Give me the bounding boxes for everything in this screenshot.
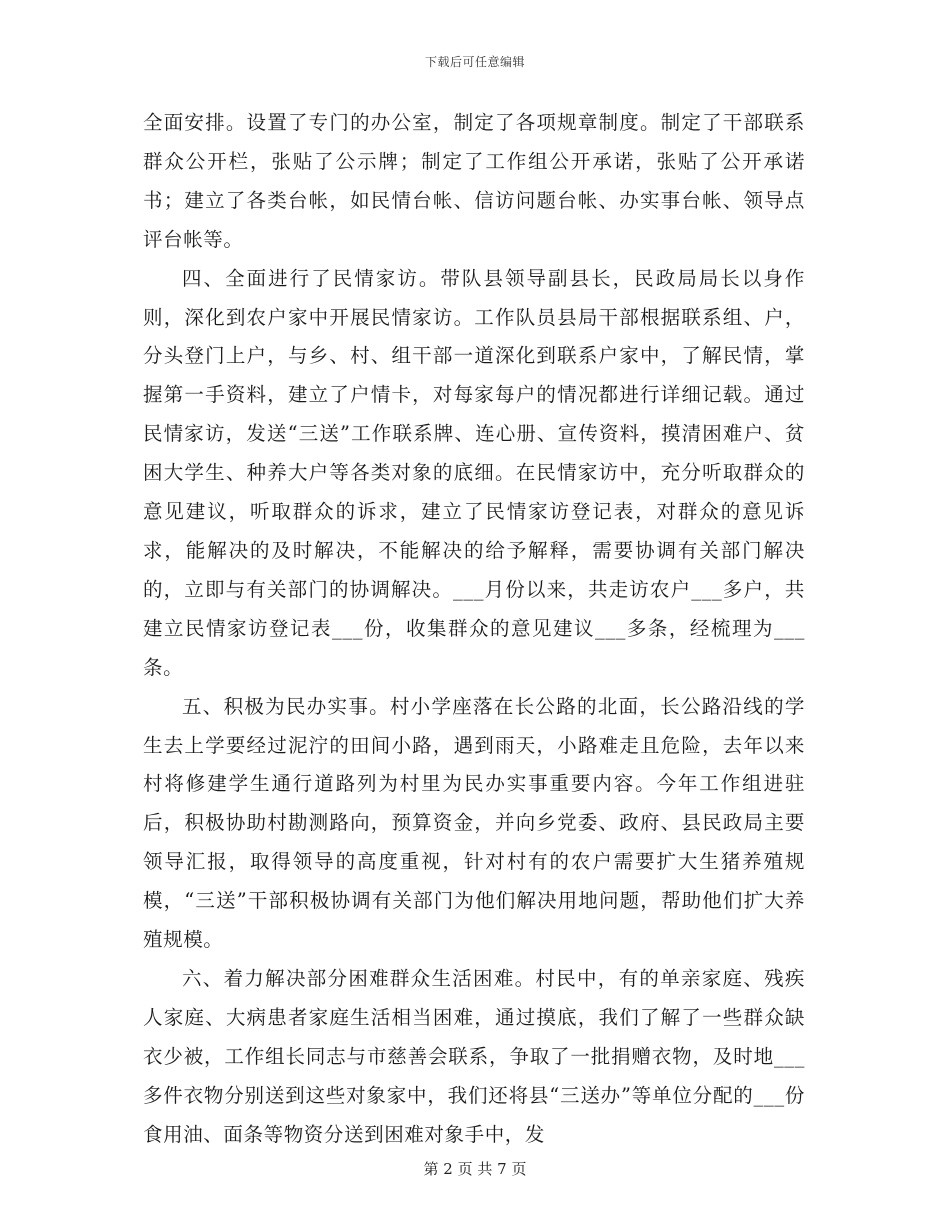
document-body xyxy=(143,104,805,1154)
paragraph-home-visits: 四、全面进行了民情家访。带队县领导副县长，民政局局长以身作则，深化到农户家中开展民情家访。工作队员县局干部根据联系组、户，分头登门上户，与乡、村、组干部一道深化到联系户家中，了解民情，掌握第一手资料，建立了户情卡，对每家每户的情况都进行详细记载。通过民情家访，发送“三送”工作联系牌、连心册、宣传资料，摸清困难户、贫困大学生、种养大户等各类对象的底细。在民情家访中，充分听取群众的意见建议，听取群众的诉求，建立了民情家访登记表，对群众的意见诉求，能解决的及时解决，不能解决的给予解释，需要协调有关部门解决的，立即与有关部门的协调解决。___月份以来，共走访农户___多户，共建立民情家访登记表___份，收集群众的意见建议___多条，经梳理为___条。 xyxy=(143,266,805,679)
paragraph-practical-work: 五、积极为民办实事。村小学座落在长公路的北面，长公路沿线的学生去上学要经过泥泞的田间小路，遇到雨天，小路难走且危险，去年以来村将修建学生通行道路列为村里为民办实事重要内容。今年工作组进驻后，积极协助村勘测路向，预算资金，并向乡党委、政府、县民政局主要领导汇报，取得领导的高度重视，针对村有的农户需要扩大生猪养殖规模，“三送”干部积极协调有关部门为他们解决用地问题，帮助他们扩大养殖规模。 xyxy=(143,694,805,952)
page-number-footer: 第 2 页 共 7 页 xyxy=(423,1160,527,1178)
header-note: 下载后可任意编辑 xyxy=(424,55,525,69)
paragraph-continuation: 全面安排。设置了专门的办公室，制定了各项规章制度。制定了干部联系群众公开栏，张贴了公示牌；制定了工作组公开承诺，张贴了公开承诺书；建立了各类台帐，如民情台帐、信访问题台帐、办实事台帐、领导点评台帐等。 xyxy=(143,111,805,251)
paragraph-hardship-relief: 六、着力解决部分困难群众生活困难。村民中，有的单亲家庭、残疾人家庭、大病患者家庭生活相当困难，通过摸底，我们了解了一些群众缺衣少被，工作组长同志与市慈善会联系，争取了一批捐赠衣物，及时地___多件衣物分别送到这些对象家中，我们还将县“三送办”等单位分配的___份食用油、面条等物资分送到困难对象手中，发 xyxy=(143,966,805,1146)
